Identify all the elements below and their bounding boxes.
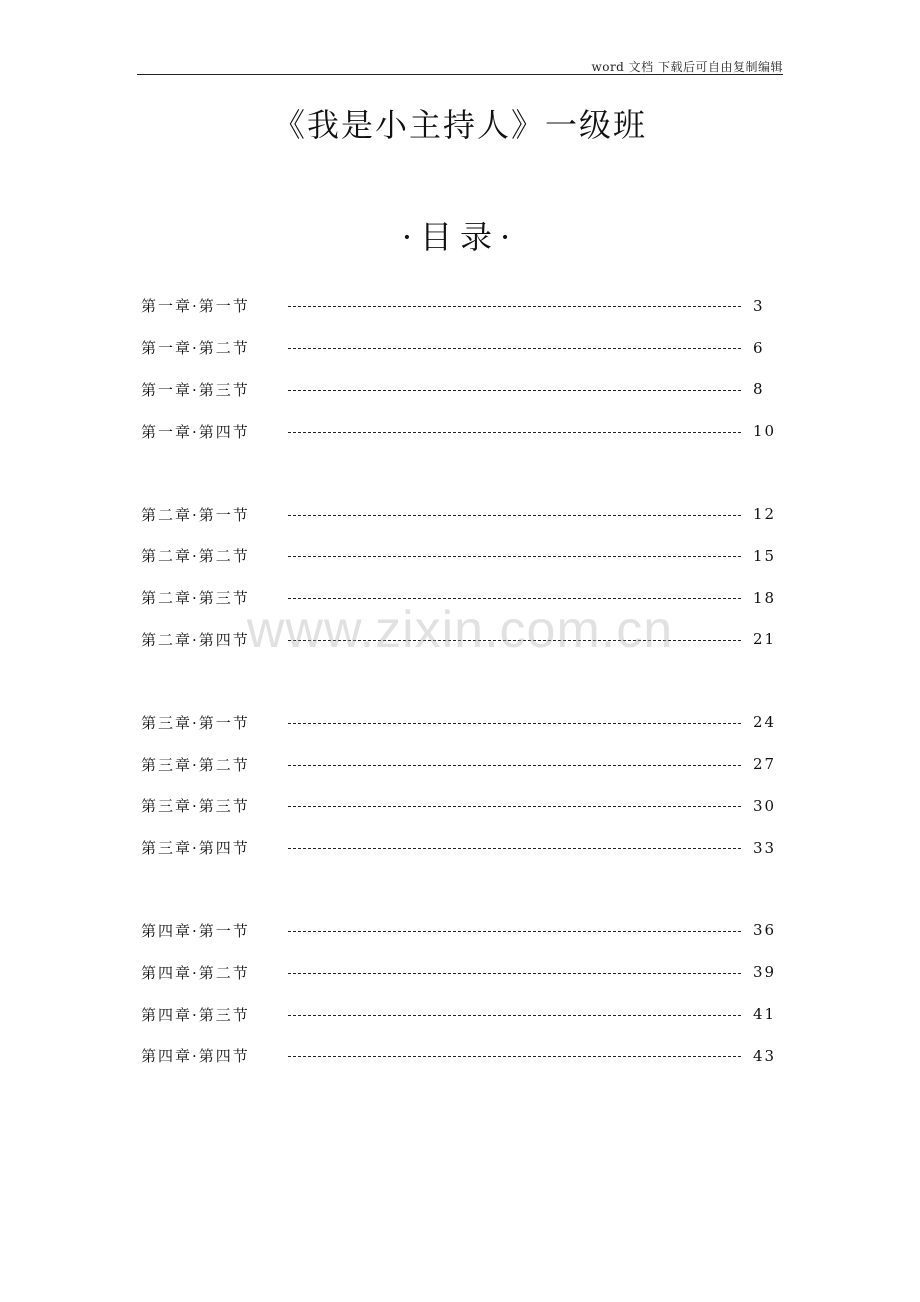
toc-entry[interactable]: [141, 327, 775, 369]
toc-entry-page: 41: [753, 1005, 777, 1024]
toc-entry[interactable]: [141, 701, 775, 743]
toc-entry-page: 8: [753, 380, 765, 399]
toc-chapter-group: [141, 701, 775, 868]
toc-entry-page: 3: [753, 296, 765, 315]
toc-entry[interactable]: [141, 993, 775, 1035]
toc-entry-page: 39: [753, 963, 777, 982]
toc-heading: ·目录·: [401, 218, 519, 256]
header-note: word 文档 下载后可自由复制编辑: [591, 60, 783, 74]
toc-entry[interactable]: [141, 369, 775, 411]
toc-entry[interactable]: [141, 285, 775, 327]
toc-leader-dashes: [288, 390, 741, 391]
document-title: 《我是小主持人》一级班: [272, 106, 647, 144]
toc-entry-page: 43: [753, 1046, 777, 1065]
toc-leader-dashes: [288, 640, 741, 641]
toc-entry-label: 第二章·第四节: [141, 630, 250, 649]
toc-leader-dashes: [288, 1015, 741, 1016]
toc-leader-dashes: [288, 931, 741, 932]
toc-entry[interactable]: [141, 577, 775, 619]
toc-entry-label: 第三章·第一节: [141, 713, 250, 732]
toc-entry-label: 第一章·第四节: [141, 422, 250, 441]
toc-entry-label: 第一章·第一节: [141, 297, 250, 316]
toc-entry-label: 第三章·第二节: [141, 755, 250, 774]
toc-entry[interactable]: [141, 743, 775, 785]
toc-entry[interactable]: [141, 951, 775, 993]
toc-entry-page: 27: [753, 755, 777, 774]
toc-entry-page: 10: [753, 422, 777, 441]
toc-entry[interactable]: [141, 785, 775, 827]
toc-entry[interactable]: [141, 827, 775, 869]
toc-entry-page: 36: [753, 921, 777, 940]
toc-entry-page: 30: [753, 796, 777, 815]
toc-leader-dashes: [288, 432, 741, 433]
toc-chapter-group: [141, 285, 775, 452]
header-rule: [137, 74, 783, 75]
toc-leader-dashes: [288, 806, 741, 807]
toc-entry-label: 第四章·第三节: [141, 1005, 250, 1024]
toc-entry-page: 6: [753, 338, 765, 357]
toc-chapter-group: [141, 493, 775, 660]
toc-entry-page: 24: [753, 713, 777, 732]
toc-leader-dashes: [288, 556, 741, 557]
toc-entry-label: 第四章·第四节: [141, 1047, 250, 1066]
toc-leader-dashes: [288, 515, 741, 516]
toc-entry-label: 第一章·第二节: [141, 339, 250, 358]
toc-entry[interactable]: [141, 410, 775, 452]
toc-leader-dashes: [288, 1056, 741, 1057]
toc-entry-label: 第一章·第三节: [141, 380, 250, 399]
toc-leader-dashes: [288, 598, 741, 599]
toc-entry-label: 第三章·第四节: [141, 839, 250, 858]
toc-entry[interactable]: [141, 1035, 775, 1077]
toc-leader-dashes: [288, 848, 741, 849]
toc-entry-page: 15: [753, 546, 777, 565]
table-of-contents: [141, 285, 775, 1118]
toc-leader-dashes: [288, 306, 741, 307]
toc-leader-dashes: [288, 765, 741, 766]
toc-entry[interactable]: [141, 910, 775, 952]
toc-entry-page: 12: [753, 505, 777, 524]
toc-entry-label: 第二章·第二节: [141, 547, 250, 566]
toc-entry-label: 第三章·第三节: [141, 797, 250, 816]
toc-chapter-group: [141, 910, 775, 1077]
toc-entry[interactable]: [141, 619, 775, 661]
toc-entry-label: 第四章·第二节: [141, 963, 250, 982]
watermark: www.zixin.com.cn: [246, 601, 674, 659]
toc-entry-page: 21: [753, 630, 777, 649]
toc-leader-dashes: [288, 723, 741, 724]
toc-entry-page: 33: [753, 838, 777, 857]
toc-leader-dashes: [288, 348, 741, 349]
toc-leader-dashes: [288, 973, 741, 974]
toc-entry-label: 第二章·第三节: [141, 589, 250, 608]
toc-entry[interactable]: [141, 535, 775, 577]
toc-entry-page: 18: [753, 588, 777, 607]
toc-entry-label: 第二章·第一节: [141, 505, 250, 524]
toc-entry[interactable]: [141, 493, 775, 535]
toc-entry-label: 第四章·第一节: [141, 921, 250, 940]
